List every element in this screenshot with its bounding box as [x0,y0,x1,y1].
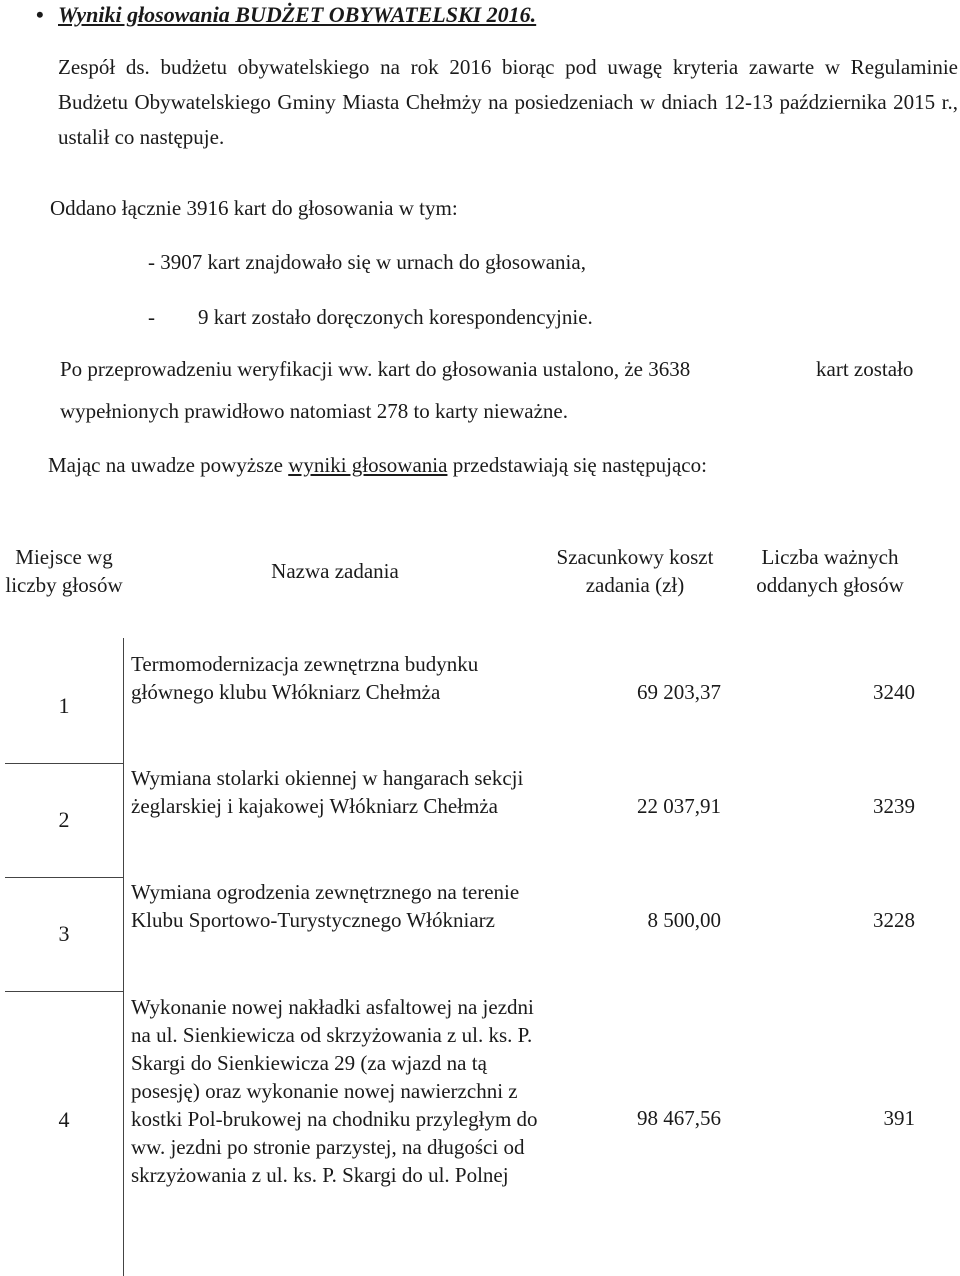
verification-line-2: wypełnionych prawidłowo natomiast 278 to karty nieważne. [60,399,568,423]
row-4-rank: 4 [58,1107,70,1132]
row-3-name: Wymiana ogrodzenia zewnętrznego na terenie Klubu Sportowo-Turystycznego Włókniarz [131,880,520,932]
row-2-name: Wymiana stolarki okiennej w hangarach sekcji żeglarskiej i kajakowej Włókniarz Chełmża [131,766,524,818]
row-4-votes: 391 [883,1106,915,1130]
cards-total: Oddano łącznie 3916 kart do głosowania w tym: [50,196,458,220]
row-3-cost: 8 500,00 [647,908,721,932]
header-cost: Szacunkowy koszt zadania (zł) [556,545,714,597]
cards-dash: - [148,305,155,329]
row-2-cost: 22 037,91 [637,794,721,818]
row-2-rank: 2 [58,807,70,832]
row-3-votes: 3228 [873,908,915,932]
row-1-name: Termomodernizacja zewnętrzna budynku głównego klubu Włókniarz Chełmża [131,652,479,704]
header-rank: Miejsce wg liczby głosów [5,545,123,597]
grid-line [123,638,124,648]
verification-line-1: Po przeprowadzeniu weryfikacji ww. kart do głosowania ustalono, że 3638 [60,357,691,381]
row-4-name: Wykonanie nowej nakładki asfaltowej na jezdni na ul. Sienkiewicza od skrzyżowania z ul. ks. P. Skargi do Sienkiewicza 29 (za wjazd na tą posesję) oraz wykonanie nowej nawierzchni z kostki Pol-brukowej na chodniku przyległym do ww. jezdni po stronie parzystej, na długości od skrzyżowania z ul. ks. P. Skargi do ul. Polnej [131,995,538,1187]
verification-line-1-end: kart zostało [816,357,914,381]
header-name: Nazwa zadania [271,559,399,583]
row-1-rank: 1 [58,692,70,718]
row-2-votes: 3239 [873,794,915,818]
bullet-icon: • [36,2,44,27]
summary-before: Mając na uwadze powyższe [48,453,289,477]
results-link-text: wyniki głosowania [288,453,448,477]
row-1-votes: 3240 [873,680,915,704]
summary-after: przedstawiają się następująco: [447,453,707,477]
results-table [5,498,957,1276]
row-3-rank: 3 [58,921,70,946]
intro-paragraph: Zespół ds. budżetu obywatelskiego na rok 2016 biorąc pod uwagę kryteria zawarte w Regulaminie Budżetu Obywatelskiego Gminy Miasta Chełmży na posiedzeniach w dniach 12-13 października 2015 r., ustalił co następuje. [58,55,958,149]
row-1-cost: 69 203,37 [637,680,721,704]
row-4-cost: 98 467,56 [637,1106,721,1130]
grid-line [123,648,124,1276]
cards-by-mail: 9 kart zostało doręczonych korespondencyjnie. [198,305,593,329]
cards-in-urns: - 3907 kart znajdowało się w urnach do głosowania, [148,250,586,274]
summary-line [48,453,707,478]
header-votes: Liczba ważnych oddanych głosów [756,545,904,597]
document-heading [36,2,537,28]
heading-text: Wyniki głosowania BUDŻET OBYWATELSKI 2016. [58,2,537,27]
